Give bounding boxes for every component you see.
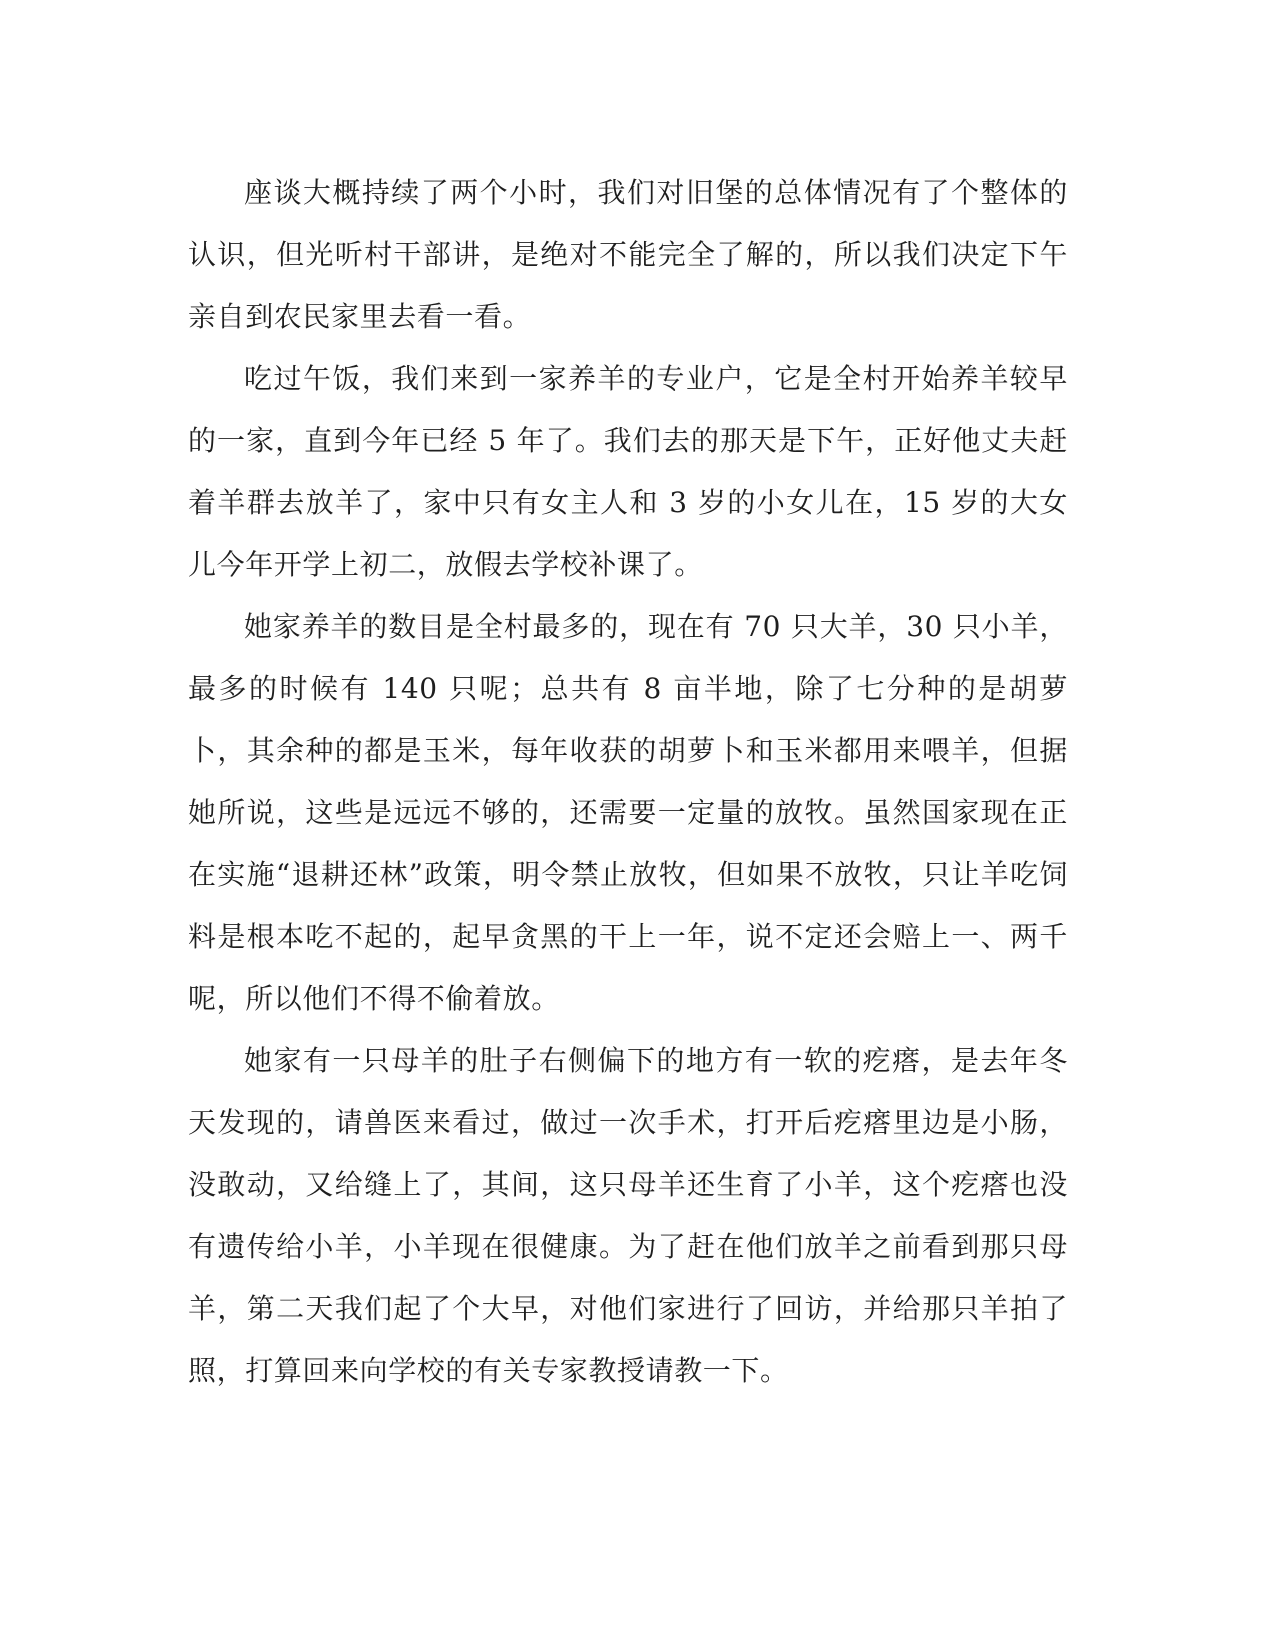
paragraph: 吃过午饭，我们来到一家养羊的专业户，它是全村开始养羊较早的一家，直到今年已经 5 年了。我们去的那天是下午，正好他丈夫赶着羊群去放羊了，家中只有女主人和 3 岁的小女儿在，15 岁的大女儿今年开学上初二，放假去学校补课了。 xyxy=(188,362,1068,581)
body-text xyxy=(188,162,1068,1402)
paragraph: 她家有一只母羊的肚子右侧偏下的地方有一软的疙瘩，是去年冬天发现的，请兽医来看过，做过一次手术，打开后疙瘩里边是小肠，没敢动，又给缝上了，其间，这只母羊还生育了小羊，这个疙瘩也没有遗传给小羊，小羊现在很健康。为了赶在他们放羊之前看到那只母羊，第二天我们起了个大早，对他们家进行了回访，并给那只羊拍了照，打算回来向学校的有关专家教授请教一下。 xyxy=(188,1044,1068,1387)
paragraph: 座谈大概持续了两个小时，我们对旧堡的总体情况有了个整体的认识，但光听村干部讲，是绝对不能完全了解的，所以我们决定下午亲自到农民家里去看一看。 xyxy=(188,176,1068,333)
paragraph: 她家养羊的数目是全村最多的，现在有 70 只大羊，30 只小羊，最多的时候有 140 只呢；总共有 8 亩半地，除了七分种的是胡萝卜，其余种的都是玉米，每年收获的胡萝卜和玉米都用来喂羊，但据她所说，这些是远远不够的，还需要一定量的放牧。虽然国家现在正在实施“退耕还林”政策，明令禁止放牧，但如果不放牧，只让羊吃饲料是根本吃不起的，起早贪黑的干上一年，说不定还会赔上一、两千呢，所以他们不得不偷着放。 xyxy=(188,610,1068,1015)
